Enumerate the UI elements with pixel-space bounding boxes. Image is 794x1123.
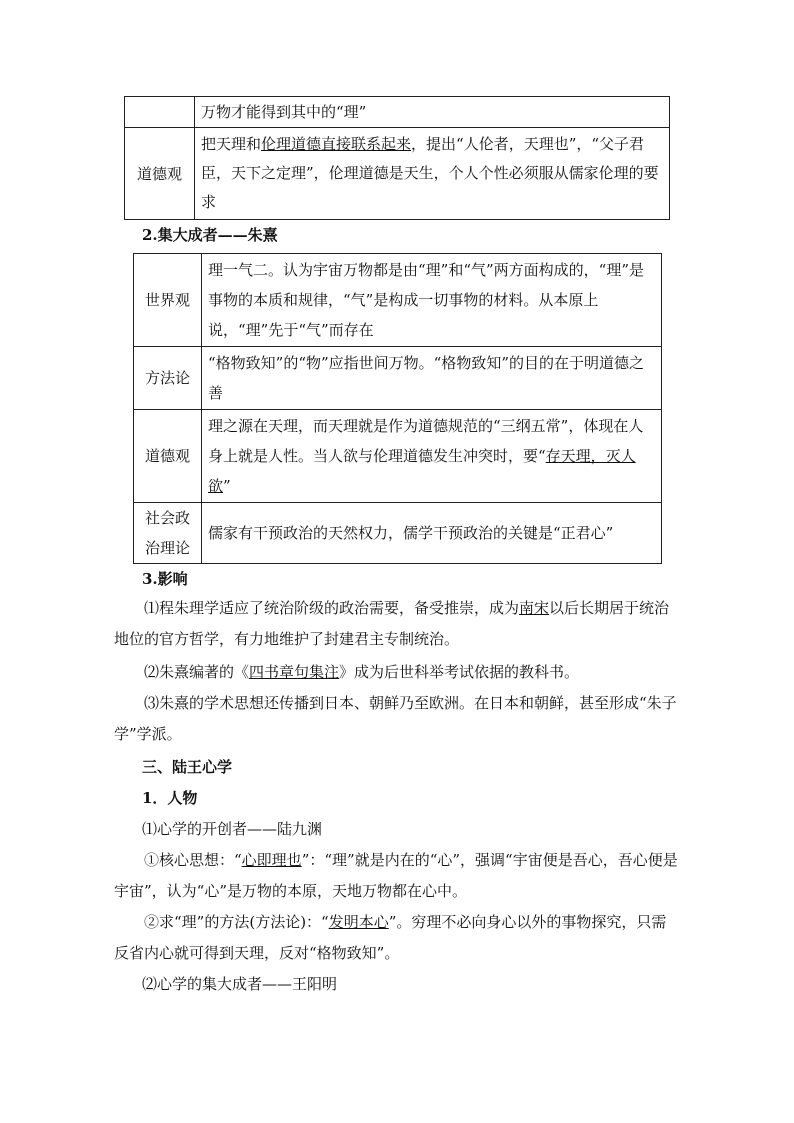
- table-row: [134, 410, 662, 503]
- subheading-figures: 1．人物: [142, 789, 198, 807]
- paragraph-influence-1: [114, 593, 679, 655]
- table-row: [125, 128, 670, 220]
- table-neo-confucian-top: [124, 96, 670, 220]
- cell-text: 理一气二。认为宇宙万物都是由“理”和“气”两方面构成的，“理”是事物的本质和规律，“气”是构成一切事物的材料。从本原上说，“理”先于“气”而存在: [208, 261, 645, 339]
- table-row: [134, 347, 662, 410]
- table-cell: [195, 97, 670, 128]
- cell-underlined-text: 伦理道德直接联系起来: [261, 135, 412, 153]
- para-text: ⑴程朱理学适应了统治阶级的政治需要，备受推崇，成为: [144, 599, 520, 617]
- table-cell: [202, 410, 662, 503]
- row-head-text: 社会政治理论: [144, 509, 190, 557]
- paragraph-influence-3: [114, 688, 679, 750]
- cell-underlined-text: 存天理，灭人欲: [208, 447, 636, 495]
- cell-text: 儒家有干预政治的天然权力，儒学干预政治的关键是“正君心”: [208, 524, 614, 542]
- para-text: ”。穷理不必向身心以外的事物探究，只需反省内心就可得到天理，反对“格物致知”。: [114, 913, 667, 962]
- paragraph-lu-core-idea: [114, 845, 679, 907]
- para-text: ⑵朱熹编著的《: [144, 663, 250, 681]
- para-underlined-text: 发明本心: [328, 913, 389, 931]
- paragraph-influence-2: [114, 657, 679, 688]
- table-cell: [202, 503, 662, 564]
- cell-text: ”: [223, 477, 231, 495]
- section-heading-lu-wang: 三、陆王心学: [142, 758, 233, 776]
- table-row: [134, 503, 662, 564]
- table-cell: [195, 128, 670, 220]
- subheading-wang-yangming: ⑵心学的集大成者——王阳明: [142, 975, 338, 993]
- cell-text: ，提出“人伦者，天理也”，“父子君臣，天下之定理”，伦理道德是天生，个人个性必须服从儒家伦理的要求: [201, 135, 659, 211]
- para-text: 以后长期居于统治地位的官方哲学，有力地维护了封建君主专制统治。: [114, 599, 670, 648]
- paragraph-lu-method: [114, 907, 679, 969]
- para-text: 》成为后世科举考试依据的教科书。: [339, 663, 580, 681]
- heading-zhuxi: 2.集大成者——朱熹: [142, 226, 278, 244]
- table-row-head: 道德观: [134, 410, 202, 503]
- table-row-head: 世界观: [134, 254, 202, 347]
- cell-text: 把天理和: [201, 135, 262, 153]
- para-text: ②求“理”的方法(方法论)：“: [144, 913, 329, 931]
- para-underlined-text: 南宋: [519, 599, 550, 617]
- para-text: ”：“理”就是内在的“心”，强调“宇宙便是吾心，吾心便是宇宙”，认为“心”是万物的本原，天地万物都在心中。: [114, 851, 678, 900]
- cell-text: 理之源在天理，而天理就是作为道德规范的“三纲五常”，体现在人身上就是人性。当人欲与伦理道德发生冲突时，要“: [208, 417, 644, 465]
- para-underlined-text: 心即理也: [241, 851, 302, 869]
- subheading-lu-jiuyuan: ⑴心学的开创者——陆九渊: [142, 820, 323, 838]
- table-zhuxi: [133, 253, 662, 564]
- table-row-head: 道德观: [125, 128, 195, 220]
- cell-text: “格物致知”的“物”应指世间万物。“格物致知”的目的在于明道德之善: [208, 354, 645, 402]
- para-text: ①核心思想：“: [144, 851, 242, 869]
- table-row-head: 方法论: [134, 347, 202, 410]
- table-cell: [202, 347, 662, 410]
- table-row-head: [134, 503, 202, 564]
- table-cell: [202, 254, 662, 347]
- table-row: [125, 97, 670, 128]
- heading-influence: 3.影响: [142, 570, 188, 588]
- para-text: ⑶朱熹的学术思想还传播到日本、朝鲜乃至欧洲。在日本和朝鲜，甚至形成“朱子学”学派。: [114, 694, 677, 743]
- para-underlined-text: 四书章句集注: [249, 663, 340, 681]
- cell-text: 万物才能得到其中的“理”: [201, 103, 367, 121]
- table-row: [134, 254, 662, 347]
- table-row-head: [125, 97, 195, 128]
